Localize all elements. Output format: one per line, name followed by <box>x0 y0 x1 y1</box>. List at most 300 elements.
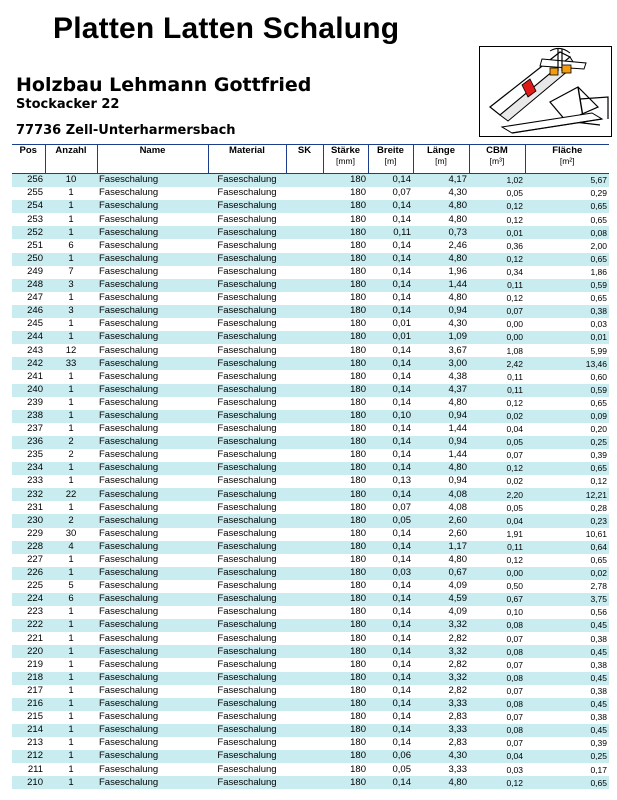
table-cell: 211 <box>12 763 45 776</box>
table-cell: 180 <box>323 331 368 344</box>
table-row <box>12 213 609 226</box>
table-cell: 1 <box>45 632 97 645</box>
table-cell <box>286 580 323 593</box>
table-cell: 4,30 <box>413 187 469 200</box>
table-cell: 0,17 <box>525 763 609 776</box>
table-cell: 0,04 <box>469 423 525 436</box>
table-cell: 227 <box>12 554 45 567</box>
table-cell <box>286 423 323 436</box>
table-cell: Faseschalung <box>97 606 208 619</box>
table-cell: 5,67 <box>525 174 609 188</box>
table-cell: Faseschalung <box>97 305 208 318</box>
table-cell: 180 <box>323 514 368 527</box>
table-cell: Faseschalung <box>208 213 286 226</box>
table-cell: 230 <box>12 514 45 527</box>
table-cell: 222 <box>12 619 45 632</box>
table-cell: 0,65 <box>525 200 609 213</box>
table-cell: 3,32 <box>413 645 469 658</box>
table-cell: 0,23 <box>525 514 609 527</box>
table-cell: 4,08 <box>413 501 469 514</box>
column-header-label: Pos <box>19 145 37 156</box>
table-cell: Faseschalung <box>97 750 208 763</box>
table-cell <box>286 501 323 514</box>
table-cell: Faseschalung <box>208 632 286 645</box>
table-cell: Faseschalung <box>208 606 286 619</box>
column-header-label: Material <box>229 145 265 156</box>
table-cell: 2,83 <box>413 711 469 724</box>
table-cell: 0,11 <box>469 279 525 292</box>
table-cell: 180 <box>323 724 368 737</box>
table-row <box>12 357 609 370</box>
table-cell: 180 <box>323 619 368 632</box>
table-cell <box>286 397 323 410</box>
table-cell <box>286 632 323 645</box>
table-cell: 180 <box>323 357 368 370</box>
table-cell <box>286 750 323 763</box>
table-row <box>12 305 609 318</box>
column-header-unit: [m³] <box>489 156 505 166</box>
table-cell: 2,60 <box>413 528 469 541</box>
table-cell: 0,14 <box>368 776 413 789</box>
table-row <box>12 593 609 606</box>
table-cell: 241 <box>12 370 45 383</box>
table-row <box>12 501 609 514</box>
table-cell <box>286 541 323 554</box>
table-cell: 212 <box>12 750 45 763</box>
table-cell: Faseschalung <box>97 528 208 541</box>
table-cell: 0,05 <box>368 514 413 527</box>
table-cell: 5 <box>45 580 97 593</box>
table-cell: 245 <box>12 318 45 331</box>
table-row <box>12 554 609 567</box>
table-cell: 180 <box>323 488 368 501</box>
table-cell: 0,59 <box>525 279 609 292</box>
table-cell: 1 <box>45 501 97 514</box>
table-cell: 0,09 <box>525 410 609 423</box>
column-header-label: Fläche <box>552 145 583 156</box>
table-cell: Faseschalung <box>208 475 286 488</box>
table-row <box>12 528 609 541</box>
table-cell <box>286 436 323 449</box>
table-cell: 180 <box>323 554 368 567</box>
table-cell: 0,45 <box>525 619 609 632</box>
table-cell: 2,82 <box>413 685 469 698</box>
table-cell: 1 <box>45 475 97 488</box>
table-row <box>12 226 609 239</box>
column-header-unit: [m²] <box>559 156 575 166</box>
table-cell: 0,14 <box>368 528 413 541</box>
table-row <box>12 685 609 698</box>
table-row <box>12 384 609 397</box>
table-cell: 1 <box>45 658 97 671</box>
table-row <box>12 292 609 305</box>
table-cell: 180 <box>323 397 368 410</box>
table-cell <box>286 528 323 541</box>
table-cell: 1,44 <box>413 423 469 436</box>
table-cell: 0,11 <box>469 370 525 383</box>
table-cell: Faseschalung <box>208 580 286 593</box>
table-cell: 250 <box>12 253 45 266</box>
table-cell: 1 <box>45 318 97 331</box>
table-cell: Faseschalung <box>97 645 208 658</box>
table-cell: Faseschalung <box>208 331 286 344</box>
table-cell: 224 <box>12 593 45 606</box>
table-cell <box>286 410 323 423</box>
table-cell: 180 <box>323 318 368 331</box>
table-cell: 251 <box>12 239 45 252</box>
table-cell <box>286 384 323 397</box>
table-cell: 180 <box>323 750 368 763</box>
table-cell: 218 <box>12 672 45 685</box>
table-cell: 233 <box>12 475 45 488</box>
table-cell: 0,45 <box>525 672 609 685</box>
table-cell <box>286 672 323 685</box>
table-cell: Faseschalung <box>208 593 286 606</box>
table-cell: 12 <box>45 344 97 357</box>
table-cell: Faseschalung <box>97 724 208 737</box>
table-cell: Faseschalung <box>208 423 286 436</box>
column-header-label: Stärke <box>330 145 361 156</box>
table-cell: 180 <box>323 200 368 213</box>
table-cell: 1 <box>45 619 97 632</box>
table-cell: Faseschalung <box>208 737 286 750</box>
table-cell <box>286 462 323 475</box>
table-cell: 252 <box>12 226 45 239</box>
column-header-label: Länge <box>427 145 455 156</box>
table-cell: 248 <box>12 279 45 292</box>
table-row <box>12 318 609 331</box>
table-cell <box>286 685 323 698</box>
table-cell: 234 <box>12 462 45 475</box>
table-cell: 3,33 <box>413 698 469 711</box>
table-cell: 215 <box>12 711 45 724</box>
table-cell: 0,05 <box>368 763 413 776</box>
table-cell: 0,14 <box>368 711 413 724</box>
table-row <box>12 763 609 776</box>
table-cell: 0,67 <box>413 567 469 580</box>
table-cell: 1,44 <box>413 449 469 462</box>
table-cell: 180 <box>323 645 368 658</box>
table-cell: 229 <box>12 528 45 541</box>
table-cell <box>286 331 323 344</box>
table-cell: Faseschalung <box>208 397 286 410</box>
table-cell: 13,46 <box>525 357 609 370</box>
table-cell: 0,07 <box>469 685 525 698</box>
table-cell: 0,25 <box>525 436 609 449</box>
table-cell: 0,14 <box>368 384 413 397</box>
table-cell: Faseschalung <box>97 541 208 554</box>
table-cell: 0,50 <box>469 580 525 593</box>
table-cell: 0,13 <box>368 475 413 488</box>
table-cell: 0,12 <box>525 475 609 488</box>
table-cell: 180 <box>323 305 368 318</box>
table-cell: 4,30 <box>413 318 469 331</box>
table-header-row <box>12 145 609 174</box>
table-cell: Faseschalung <box>97 436 208 449</box>
table-cell: 1 <box>45 685 97 698</box>
column-header <box>413 145 469 174</box>
table-cell: 4 <box>45 541 97 554</box>
table-cell <box>286 776 323 789</box>
table-cell: 0,00 <box>469 331 525 344</box>
table-cell <box>286 187 323 200</box>
table-cell: 0,14 <box>368 462 413 475</box>
table-cell: Faseschalung <box>97 554 208 567</box>
table-cell: 0,08 <box>469 672 525 685</box>
table-cell: 242 <box>12 357 45 370</box>
table-cell: 1 <box>45 750 97 763</box>
table-cell: Faseschalung <box>97 174 208 188</box>
table-cell: 0,65 <box>525 554 609 567</box>
table-cell: 0,14 <box>368 554 413 567</box>
table-cell: 256 <box>12 174 45 188</box>
company-street: Stockacker 22 <box>16 97 120 112</box>
table-cell: 0,45 <box>525 724 609 737</box>
table-cell: Faseschalung <box>97 187 208 200</box>
table-cell: 0,04 <box>469 514 525 527</box>
table-cell: 0,65 <box>525 292 609 305</box>
table-cell <box>286 475 323 488</box>
table-cell: 0,11 <box>469 384 525 397</box>
table-cell: 1 <box>45 672 97 685</box>
column-header-label: CBM <box>486 145 508 156</box>
table-cell: 10,61 <box>525 528 609 541</box>
table-cell: 0,60 <box>525 370 609 383</box>
table-cell: 2,42 <box>469 357 525 370</box>
table-cell: 3,75 <box>525 593 609 606</box>
table-cell <box>286 239 323 252</box>
table-row <box>12 488 609 501</box>
page-title: Platten Latten Schalung <box>53 12 400 45</box>
table-row <box>12 253 609 266</box>
table-cell: Faseschalung <box>208 200 286 213</box>
roof-framing-logo <box>479 46 612 137</box>
table-cell: 180 <box>323 213 368 226</box>
table-cell: 0,14 <box>368 357 413 370</box>
table-cell: 6 <box>45 593 97 606</box>
table-cell: 0,12 <box>469 397 525 410</box>
table-cell: Faseschalung <box>97 776 208 789</box>
table-row <box>12 658 609 671</box>
table-cell <box>286 200 323 213</box>
table-cell: 1 <box>45 554 97 567</box>
table-cell: 180 <box>323 632 368 645</box>
table-cell: 0,14 <box>368 279 413 292</box>
table-cell: 1,02 <box>469 174 525 188</box>
lumber-table <box>12 144 609 789</box>
table-cell: 0,65 <box>525 462 609 475</box>
table-cell: 219 <box>12 658 45 671</box>
table-cell: 217 <box>12 685 45 698</box>
table-cell: Faseschalung <box>97 318 208 331</box>
table-cell: 0,10 <box>368 410 413 423</box>
column-header <box>323 145 368 174</box>
table-cell: 243 <box>12 344 45 357</box>
table-cell: 0,73 <box>413 226 469 239</box>
table-cell: 0,14 <box>368 541 413 554</box>
table-cell: Faseschalung <box>97 279 208 292</box>
table-cell: 0,38 <box>525 305 609 318</box>
table-cell <box>286 488 323 501</box>
table-cell <box>286 763 323 776</box>
table-cell: 0,14 <box>368 423 413 436</box>
column-header <box>286 145 323 174</box>
table-cell: Faseschalung <box>208 226 286 239</box>
table-cell: Faseschalung <box>97 410 208 423</box>
table-cell: Faseschalung <box>208 253 286 266</box>
table-cell <box>286 606 323 619</box>
table-row <box>12 514 609 527</box>
table-cell: 0,14 <box>368 266 413 279</box>
table-cell: 180 <box>323 606 368 619</box>
table-row <box>12 672 609 685</box>
table-cell: 180 <box>323 253 368 266</box>
table-cell: 0,59 <box>525 384 609 397</box>
table-cell: 235 <box>12 449 45 462</box>
table-row <box>12 397 609 410</box>
table-cell <box>286 370 323 383</box>
table-cell: 1 <box>45 331 97 344</box>
table-cell: Faseschalung <box>97 370 208 383</box>
table-cell: 180 <box>323 187 368 200</box>
table-cell <box>286 292 323 305</box>
table-cell: 225 <box>12 580 45 593</box>
table-cell: 220 <box>12 645 45 658</box>
table-cell: 0,34 <box>469 266 525 279</box>
table-cell: 0,14 <box>368 174 413 188</box>
table-cell <box>286 174 323 188</box>
table-cell: 0,29 <box>525 187 609 200</box>
table-cell: 1 <box>45 763 97 776</box>
table-cell: 0,14 <box>368 213 413 226</box>
table-cell: 3,32 <box>413 619 469 632</box>
table-body <box>12 174 609 790</box>
table-cell: 1,08 <box>469 344 525 357</box>
table-cell: 244 <box>12 331 45 344</box>
table-cell: 180 <box>323 239 368 252</box>
table-cell: 180 <box>323 658 368 671</box>
table-cell <box>286 318 323 331</box>
table-cell: Faseschalung <box>208 384 286 397</box>
table-cell: Faseschalung <box>208 619 286 632</box>
table-cell: 0,14 <box>368 645 413 658</box>
table-cell: 0,05 <box>469 436 525 449</box>
table-row <box>12 567 609 580</box>
company-name: Holzbau Lehmann Gottfried <box>16 74 312 96</box>
table-row <box>12 475 609 488</box>
table-cell: 2,78 <box>525 580 609 593</box>
table-row <box>12 436 609 449</box>
table-cell: Faseschalung <box>208 750 286 763</box>
table-cell: 1 <box>45 384 97 397</box>
table-cell: Faseschalung <box>97 763 208 776</box>
table-cell: 0,65 <box>525 213 609 226</box>
table-cell: 2,82 <box>413 658 469 671</box>
table-cell: 2 <box>45 514 97 527</box>
table-cell: 0,08 <box>469 698 525 711</box>
table-cell: 0,38 <box>525 685 609 698</box>
table-cell: 0,14 <box>368 239 413 252</box>
table-cell: 4,80 <box>413 554 469 567</box>
table-cell: 0,14 <box>368 672 413 685</box>
table-cell <box>286 226 323 239</box>
table-cell: Faseschalung <box>208 187 286 200</box>
table-cell: Faseschalung <box>208 436 286 449</box>
table-cell: 3,32 <box>413 672 469 685</box>
table-cell: Faseschalung <box>208 645 286 658</box>
table-cell: 180 <box>323 672 368 685</box>
table-cell: 0,36 <box>469 239 525 252</box>
table-cell: 0,05 <box>469 187 525 200</box>
column-header-unit: [mm] <box>336 156 355 166</box>
table-cell: 240 <box>12 384 45 397</box>
table-cell: 2,60 <box>413 514 469 527</box>
company-city: 77736 Zell-Unterharmersbach <box>16 123 236 138</box>
table-cell: 239 <box>12 397 45 410</box>
table-cell <box>286 344 323 357</box>
table-cell: Faseschalung <box>97 658 208 671</box>
table-row <box>12 187 609 200</box>
table-cell: 253 <box>12 213 45 226</box>
table-cell: 226 <box>12 567 45 580</box>
table-cell: Faseschalung <box>208 554 286 567</box>
table-cell: Faseschalung <box>208 514 286 527</box>
table-row <box>12 645 609 658</box>
table-cell: 3,33 <box>413 763 469 776</box>
table-cell: 0,07 <box>469 305 525 318</box>
table-cell: 4,80 <box>413 213 469 226</box>
table-cell: Faseschalung <box>208 488 286 501</box>
table-cell: Faseschalung <box>97 213 208 226</box>
table-cell: 246 <box>12 305 45 318</box>
table-cell: 0,14 <box>368 344 413 357</box>
table-cell: 1 <box>45 187 97 200</box>
table-cell: 2 <box>45 449 97 462</box>
table-cell: 180 <box>323 541 368 554</box>
table-cell: 1 <box>45 200 97 213</box>
column-header <box>97 145 208 174</box>
table-cell: 1 <box>45 370 97 383</box>
table-cell: 0,00 <box>469 318 525 331</box>
table-cell: 33 <box>45 357 97 370</box>
table-row <box>12 776 609 789</box>
table-cell: 0,14 <box>368 698 413 711</box>
table-cell: Faseschalung <box>97 698 208 711</box>
column-header-label: Anzahl <box>55 145 87 156</box>
table-cell: Faseschalung <box>208 239 286 252</box>
table-cell: 0,12 <box>469 292 525 305</box>
table-row <box>12 750 609 763</box>
table-cell: 1 <box>45 292 97 305</box>
table-cell: Faseschalung <box>208 174 286 188</box>
table-cell: 12,21 <box>525 488 609 501</box>
table-cell: Faseschalung <box>97 501 208 514</box>
table-cell: 0,12 <box>469 462 525 475</box>
table-cell: Faseschalung <box>208 410 286 423</box>
column-header <box>12 145 45 174</box>
table-cell: 0,14 <box>368 580 413 593</box>
table-cell: Faseschalung <box>208 567 286 580</box>
table-cell: 0,38 <box>525 658 609 671</box>
table-cell: 0,02 <box>469 475 525 488</box>
table-cell: 214 <box>12 724 45 737</box>
column-header-label: SK <box>297 145 312 156</box>
table-cell: 1 <box>45 253 97 266</box>
table-row <box>12 449 609 462</box>
table-cell: 0,08 <box>469 645 525 658</box>
table-cell <box>286 724 323 737</box>
table-row <box>12 462 609 475</box>
